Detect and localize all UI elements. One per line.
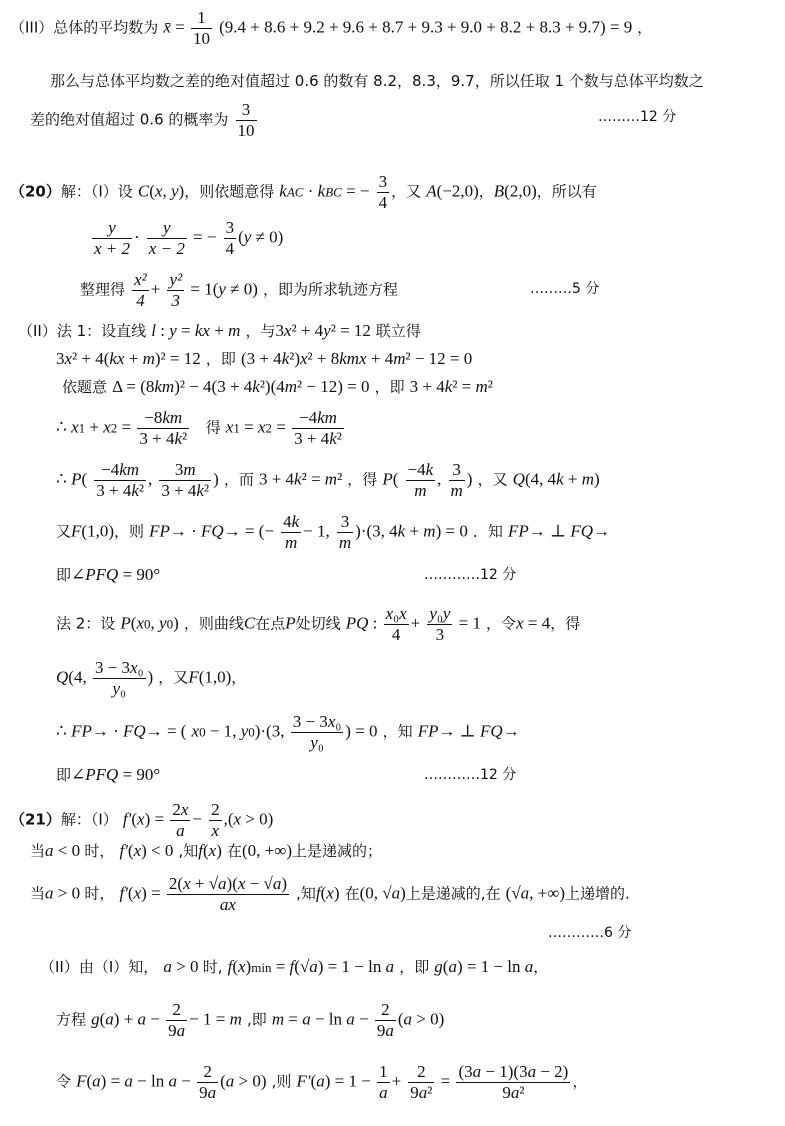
s3-line1: （III）总体的平均数为 x̄ = $\frac{1}{10}$ (9.4 + 8.6 + 9.2 + 9.6 + 8.7 + 9.3 + 9.0 + 8.2 + 8.3 + 9.7) = 9 ，: [10, 8, 653, 48]
q20-m2-line1: 法 2：设 P(x0, y0) ，则曲线C在点P处切线 PQ : $\frac{\text{x₀x}}{4}$ + $\frac{\text{y₀y}}{3}$ = 1 ，令x = 4，得: [56, 604, 581, 644]
q20-m1-line3: 依题意 Δ = (8km)² − 4(3 + 4k²)(4m² − 12) = 0 ，即 3 + 4k² = m²: [62, 377, 493, 396]
q21-line3: 当a > 0 时， f′(x) = $\frac{2(x + √a)(x - √a)}{ax}$ ,知f(x) 在(0, √a)上是递减的,在 (√a, +∞)上递增的.: [30, 874, 630, 914]
q20-m1-line4: ∴ x1 + x2 = $\frac{-8km}{\text{3 + 4k²}}$ 得 x1 = x2 = $\frac{-4km}{\text{3 + 4k²}}$: [56, 408, 342, 448]
q21-line5: 方程 g(a) + a − $\frac{2}{9a}$ − 1 = m ,即 m = a − ln a − $\frac{2}{9a}$ (a > 0): [56, 1000, 445, 1040]
q20-m1-line2: 3x² + 4(kx + m)² = 12 ，即 (3 + 4k²)x² + 8kmx + 4m² − 12 = 0: [56, 349, 473, 368]
s3-line3: 差的绝对值超过 0.6 的概率为 $\frac{3}{10}$: [30, 100, 255, 140]
q20-heading: （20）解：（I）设 C(x, y)，则依题意得 kAC · kBC = − $\frac{3}{4}$ ，又 A(−2,0)，B(2,0)，所以有: [10, 172, 597, 212]
q21-line2: 当a < 0 时， f′(x) < 0 ,知f(x) 在(0, +∞)上是递减的；: [30, 841, 383, 860]
q20-score3: …………12 分: [424, 767, 517, 783]
q20-m2-line2: Q(4, $\frac{\text{3 − 3x₀}}{\text{y₀}}$ ) ，又F(1,0)，: [56, 658, 247, 698]
q20-m1-line6: 又F(1,0)，则 FP→ · FQ→ = (− $\frac{4k}{m}$ − 1, $\frac{3}{m}$ )·(3, 4k + m) = 0 ．知 FP→ ⊥ FQ→: [56, 512, 610, 552]
q21-heading: （21）解：（I） f′(x) = $\frac{2x}{a}$ − $\frac{2}{x}$ ,(x > 0): [10, 800, 274, 840]
q20-m2-line4: 即∠PFQ = 90°: [56, 765, 161, 784]
q21-line4: （II）由（I）知， a > 0 时, f(x)min = f(√a) = 1 − ln a ，即 g(a) = 1 − ln a，: [40, 957, 549, 976]
q20-m1-line5: ∴ P( $\frac{-4km}{\text{3 + 4k²}}$ , $\frac{3m}{\text{3 + 4k²}}$ ) ，而 3 + 4k² = m² ，得 P( $\frac{-4k}{m}$ , $\frac{3}{m}$ ) ，又 Q(4, 4k + m): [56, 460, 600, 500]
q20-m1-line1: （II）法 1：设直线 l : y = kx + m ，与3x² + 4y² = 12 联立得: [18, 321, 421, 340]
q21-score1: …………6 分: [548, 925, 632, 941]
q20-eq2: 整理得 $\frac{\text{x²}}{4}$ + $\frac{\text{y²}}{3}$ = 1(y ≠ 0) ，即为所求轨迹方程: [80, 270, 399, 310]
q20-eq1: $\frac{y}{x + 2}$ · $\frac{y}{x - 2}$ = − $\frac{3}{4}$ (y ≠ 0): [94, 218, 284, 258]
q20-m2-line3: ∴ FP→ · FQ→ = ( x0 − 1, y0)·(3, $\frac{\text{3 − 3x₀}}{\text{y₀}}$ ) = 0 ，知 FP→ ⊥ FQ→: [56, 712, 520, 752]
q21-line6: 令 F(a) = a − ln a − $\frac{2}{9a}$ (a > 0) ,则 F′(a) = 1 − $\frac{1}{a}$ + $\frac{2}{\text{9a²}}$ = $\frac{(3a - 1)(3a - 2)}{\text{9a²}}$ ，: [56, 1062, 588, 1102]
q20-m1-line7: 即∠PFQ = 90°: [56, 565, 161, 584]
q20-score2: …………12 分: [424, 567, 517, 583]
q20-score1: ………5 分: [530, 281, 600, 297]
s3-line2: 那么与总体平均数之差的绝对值超过 0.6 的数有 8.2，8.3，9.7，所以任取 1 个数与总体平均数之: [50, 72, 704, 90]
s3-score: ………12 分: [598, 109, 677, 125]
